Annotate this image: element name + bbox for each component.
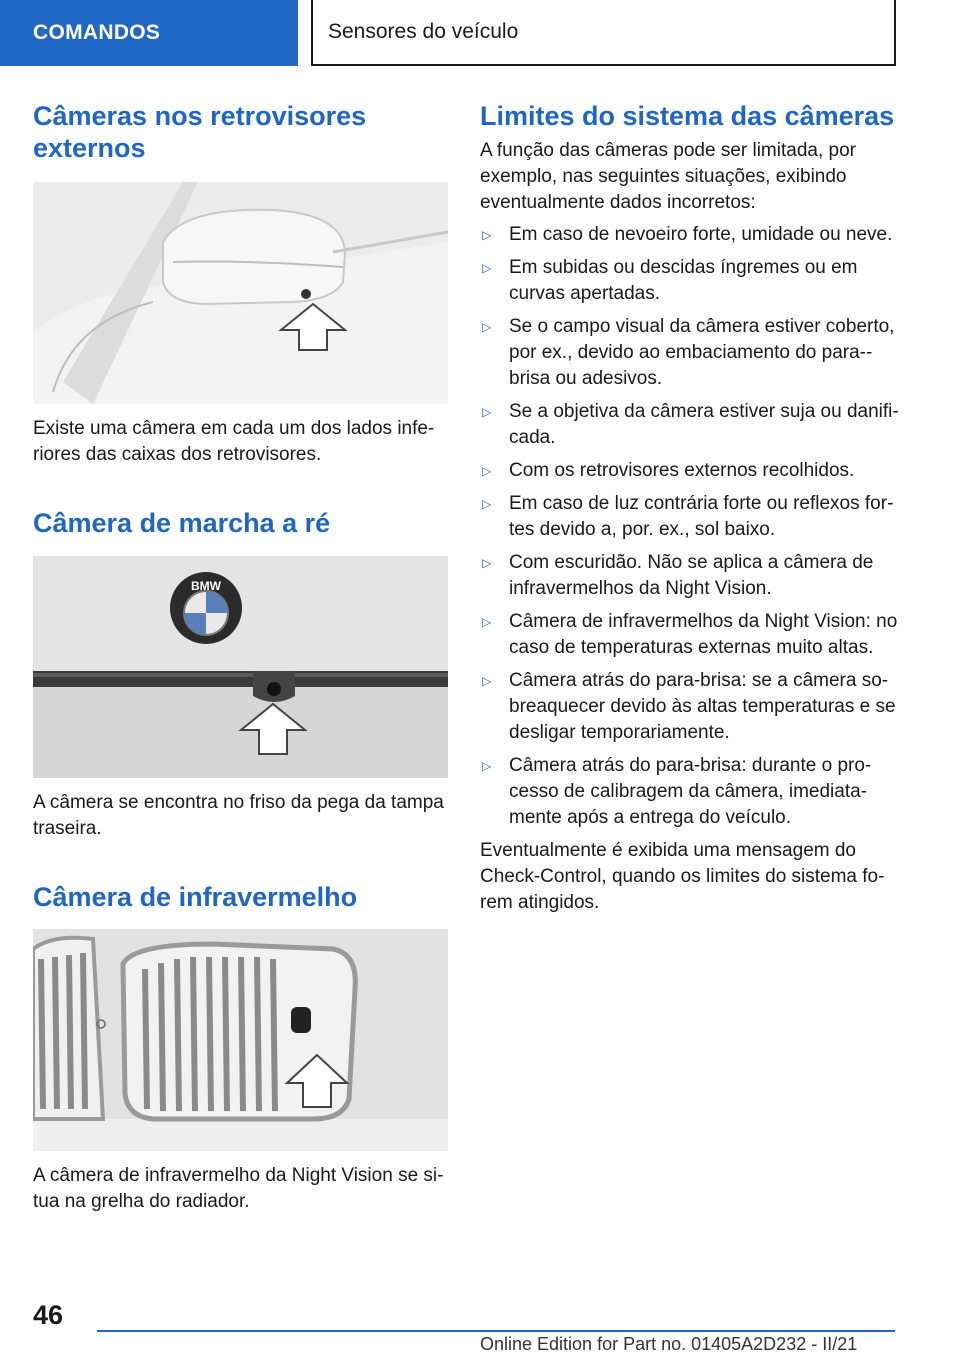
triangle-bullet-icon: ▷ — [482, 615, 492, 629]
left-column — [33, 100, 448, 1215]
list-item-text: Câmera atrás do para-brisa: se a câmera sobreaquecer devido às altas temperaturas e se desligar temporariamente. — [509, 670, 896, 743]
right-column — [480, 100, 900, 916]
mirror-camera-figure — [33, 182, 448, 404]
list-item-text: Em caso de luz contrária forte ou reflexos fortes devido a, por. ex., sol baixo. — [509, 493, 894, 540]
triangle-bullet-icon: ▷ — [482, 228, 492, 242]
list-item — [480, 458, 900, 484]
caption-infrared-camera: A câmera de infravermelho da Night Vision se situa na grelha do radiador. — [33, 1165, 444, 1212]
list-item-text: Câmera atrás do para-brisa: durante o processo de calibragem da câmera, imediatamente após a entrega do veículo. — [509, 755, 872, 828]
list-item-text: Em caso de nevoeiro forte, umidade ou neve. — [509, 224, 893, 245]
list-item — [480, 314, 900, 392]
infrared-camera-figure — [33, 929, 448, 1151]
limits-outro: Eventualmente é exibida uma mensagem do Check-Control, quando os limites do sistema forem atingidos. — [480, 840, 885, 913]
triangle-bullet-icon: ▷ — [482, 497, 492, 511]
list-item — [480, 668, 900, 746]
list-item — [480, 399, 900, 451]
caption-mirror-cameras: Existe uma câmera em cada um dos lados inferiores das caixas dos retrovisores. — [33, 418, 435, 465]
limits-list — [480, 222, 900, 831]
list-item — [480, 491, 900, 543]
svg-text:BMW: BMW — [191, 579, 221, 593]
triangle-bullet-icon: ▷ — [482, 405, 492, 419]
list-item-text: Com os retrovisores externos recolhidos. — [509, 460, 855, 481]
triangle-bullet-icon: ▷ — [482, 759, 492, 773]
triangle-bullet-icon: ▷ — [482, 464, 492, 478]
footer-divider — [97, 1330, 895, 1332]
edition-note: Online Edition for Part no. 01405A2D232 - II/21 — [480, 1334, 858, 1354]
page-number: 46 — [33, 1300, 64, 1330]
chapter-label: COMANDOS — [33, 21, 161, 44]
list-item-text: Se a objetiva da câmera estiver suja ou danificada. — [509, 401, 899, 448]
section-label: Sensores do veículo — [328, 20, 519, 43]
section-header — [311, 0, 896, 66]
heading-camera-limits: Limites do sistema das câmeras — [480, 101, 895, 131]
caption-rear-camera: A câmera se encontra no friso da pega da tampa traseira. — [33, 792, 444, 839]
chapter-tab[interactable] — [0, 0, 298, 66]
triangle-bullet-icon: ▷ — [482, 556, 492, 570]
list-item — [480, 550, 900, 602]
heading-infrared-camera: Câmera de infravermelho — [33, 882, 358, 912]
list-item-text: Câmera de infravermelhos da Night Vision: no caso de temperaturas externas muito altas. — [509, 611, 898, 658]
list-item-text: Em subidas ou descidas íngremes ou em curvas apertadas. — [509, 257, 858, 304]
heading-rear-camera: Câmera de marcha a ré — [33, 508, 331, 538]
triangle-bullet-icon: ▷ — [482, 674, 492, 688]
list-item-text: Se o campo visual da câmera estiver coberto, por ex., devido ao embaciamento do para-brisa ou adesivos. — [509, 316, 895, 389]
rear-camera-figure — [33, 556, 448, 778]
list-item — [480, 255, 900, 307]
list-item — [480, 753, 900, 831]
list-item-text: Com escuridão. Não se aplica a câmera de infravermelhos da Night Vision. — [509, 552, 874, 599]
list-item — [480, 609, 900, 661]
heading-mirror-cameras: Câmeras nos retrovisores externos — [33, 101, 367, 163]
triangle-bullet-icon: ▷ — [482, 320, 492, 334]
triangle-bullet-icon: ▷ — [482, 261, 492, 275]
limits-intro: A função das câmeras pode ser limitada, por exemplo, nas seguintes situações, exibindo eventualmente dados incorretos: — [480, 140, 856, 213]
list-item — [480, 222, 900, 248]
